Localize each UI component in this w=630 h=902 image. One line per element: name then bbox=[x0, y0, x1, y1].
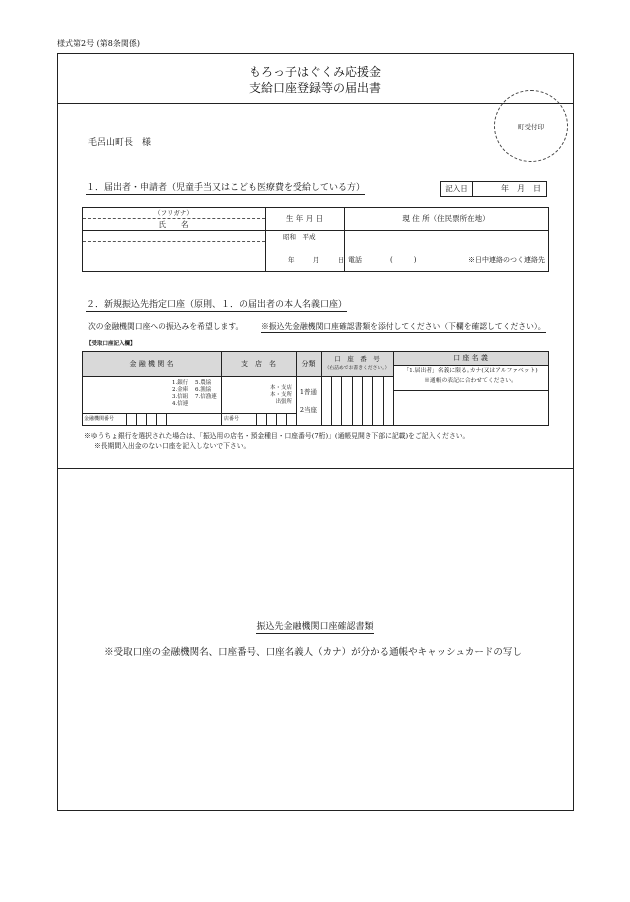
branch-type-option: 出張所 bbox=[275, 399, 292, 405]
attachment-description: ※受取口座の金融機関名、口座番号、口座名義人（カナ）が分かる通帳やキャッシュカードの写し bbox=[104, 647, 522, 658]
furigana-header-divider bbox=[83, 218, 265, 219]
account-number-label: 口 座 番 号 bbox=[334, 355, 380, 363]
birthdate-placeholder: 年 月 日 bbox=[288, 256, 347, 264]
account-number-note: （右詰めでお書きください。） bbox=[324, 366, 390, 371]
title-line-1: もろっ子はぐくみ応援金 bbox=[248, 65, 381, 79]
branch-label: 支 店 名 bbox=[241, 360, 276, 368]
branch-code-label: 店番号 bbox=[224, 416, 240, 422]
account-table-rule bbox=[393, 365, 548, 366]
date-value: 年 月 日 bbox=[501, 184, 541, 193]
account-table-rule bbox=[82, 413, 296, 414]
account-table-rule bbox=[82, 376, 393, 377]
account-type-option: 1普通 bbox=[299, 388, 318, 396]
branch-code-box-rule bbox=[286, 413, 287, 425]
form-number: 様式第2号 (第8条関係) bbox=[57, 39, 140, 48]
applicant-table-rule bbox=[82, 230, 548, 231]
bank-code-label: 金融機関番号 bbox=[84, 416, 115, 422]
bank-code-box-rule bbox=[126, 413, 127, 425]
phone-label: 電話 bbox=[348, 256, 362, 264]
section1-heading: １．届出者・申請者（児童手当又はこども医療費を受給している方） bbox=[86, 183, 366, 193]
section1-heading-wrap bbox=[86, 184, 365, 195]
name-label: 氏 名 bbox=[158, 220, 189, 229]
account-type-label: 分類 bbox=[301, 360, 316, 368]
account-holder-note-2: ※通帳の表記に合わせてください。 bbox=[424, 378, 517, 384]
furigana-label: （フリガナ） bbox=[154, 209, 193, 217]
era-options: 昭和 平成 bbox=[283, 233, 316, 241]
title-line-2: 支給口座登録等の届出書 bbox=[248, 81, 381, 95]
attach-note-wrap bbox=[261, 323, 546, 333]
bank-type-option: 5.農協 bbox=[195, 380, 212, 386]
section2-heading: ２．新規振込先指定口座（原則、１．の届出者の本人名義口座） bbox=[86, 300, 348, 310]
title-divider bbox=[57, 103, 573, 104]
bank-code-box-rule bbox=[136, 413, 137, 425]
account-table-caption: 【受取口座記入欄】 bbox=[86, 341, 136, 347]
birthdate-label: 生 年 月 日 bbox=[285, 214, 324, 223]
address-label: 現 住 所（住民票所在地） bbox=[402, 214, 490, 223]
bank-code-box-rule bbox=[166, 413, 167, 425]
account-holder-note-1: 「1.届出者」名義に限る｡カナ(又はアルファベット) bbox=[403, 368, 538, 374]
branch-type-option: 本・支店 bbox=[269, 385, 292, 391]
branch-code-box-rule bbox=[266, 413, 267, 425]
account-digit-rule bbox=[341, 376, 342, 425]
bank-type-option: 4.信連 bbox=[172, 401, 189, 407]
account-table-rule bbox=[393, 351, 394, 425]
addressee: 毛呂山町長 様 bbox=[88, 138, 152, 148]
bank-type-option: 6.漁協 bbox=[195, 387, 212, 393]
attach-note: ※振込先金融機関口座確認書類を添付してください（下欄を確認してください）。 bbox=[261, 322, 546, 331]
bank-type-option: 1.銀行 bbox=[172, 380, 189, 386]
branch-code-box-rule bbox=[256, 413, 257, 425]
phone-note: ※日中連絡のつく連絡先 bbox=[468, 256, 545, 264]
account-digit-rule bbox=[352, 376, 353, 425]
bank-type-option: 2.金庫 bbox=[172, 387, 189, 393]
reception-stamp-label: 町受付印 bbox=[518, 123, 544, 131]
account-digit-rule bbox=[383, 376, 384, 425]
furigana-body-divider bbox=[83, 241, 265, 242]
branch-type-option: 本・支所 bbox=[269, 392, 292, 398]
yucho-note: ※ゆうちょ銀行を選択された場合は、「振込用の店名・預金種目・口座番号(7桁)」(通帳見開き下部に記載)をご記入ください。 bbox=[84, 432, 470, 440]
bank-code-box-rule bbox=[156, 413, 157, 425]
bank-code-box-rule bbox=[146, 413, 147, 425]
bank-type-option: 3.信組 bbox=[172, 394, 189, 400]
attachment-divider bbox=[57, 468, 573, 469]
date-label: 記入日 bbox=[445, 184, 468, 193]
account-type-option: 2当座 bbox=[299, 406, 318, 414]
bank-name-label: 金 融 機 関 名 bbox=[129, 360, 174, 368]
section2-heading-wrap bbox=[86, 301, 347, 312]
branch-code-box-rule bbox=[276, 413, 277, 425]
account-table-rule bbox=[393, 390, 548, 391]
account-digit-rule bbox=[331, 376, 332, 425]
attachment-heading-wrap bbox=[57, 623, 573, 634]
account-holder-label: 口 座 名 義 bbox=[453, 354, 488, 362]
bank-type-option: 7.信漁連 bbox=[195, 394, 217, 400]
section2-intro: 次の金融機関口座への振込みを希望します。 bbox=[88, 322, 244, 331]
account-digit-rule bbox=[362, 376, 363, 425]
account-digit-rule bbox=[372, 376, 373, 425]
attachment-heading: 振込先金融機関口座確認書類 bbox=[256, 622, 374, 632]
dormant-account-note: ※長期間入出金のない口座を記入しないで下さい。 bbox=[94, 442, 251, 450]
phone-area-code: ( ) bbox=[390, 256, 417, 264]
